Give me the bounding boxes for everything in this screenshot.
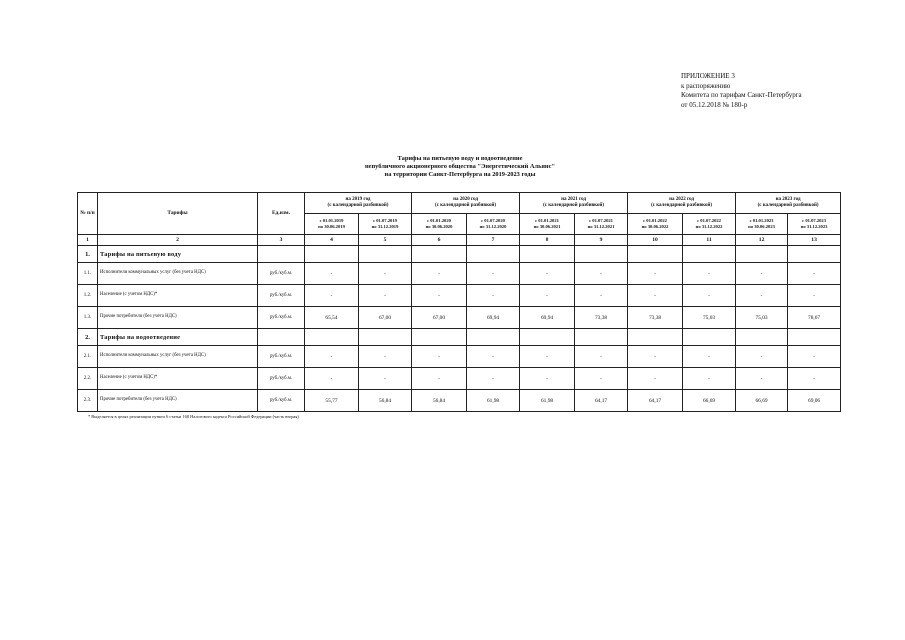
header-no: № п/п: [78, 193, 98, 235]
tariff-value: 73,38: [628, 307, 683, 329]
title-line-1: Тарифы на питьевую воду и водоотведение: [397, 155, 523, 162]
row-consumer-name: Исполнители коммунальных услуг (без учета НДС): [98, 263, 258, 285]
tariff-value: -: [575, 346, 628, 368]
tariff-value: -: [788, 368, 841, 390]
appendix-line-committee: Комитета по тарифам Санкт-Петербурга: [681, 91, 802, 100]
empty-cell: [258, 246, 305, 263]
empty-cell: [305, 329, 359, 346]
tariff-value: -: [359, 346, 412, 368]
tariff-value: -: [520, 263, 575, 285]
tariff-value: -: [305, 368, 359, 390]
tariff-value: 56,84: [359, 390, 412, 412]
tariff-value: -: [628, 263, 683, 285]
header-unit: Ед.изм.: [258, 193, 305, 235]
tariff-value: -: [575, 263, 628, 285]
tariff-value: -: [467, 263, 520, 285]
empty-cell: [736, 329, 788, 346]
header-year-2019: на 2019 год (с календарной разбивкой): [305, 193, 412, 214]
tariff-value: -: [412, 368, 467, 390]
row-number: 2.2.: [78, 368, 98, 390]
row-unit: руб./куб.м.: [258, 285, 305, 307]
appendix-line-order: к распоряжению: [681, 81, 731, 90]
tariff-value: -: [628, 346, 683, 368]
tariff-value: 67,00: [412, 307, 467, 329]
column-number: 10: [628, 235, 683, 246]
section-number: 1.: [78, 246, 98, 263]
column-number: 9: [575, 235, 628, 246]
period-header: с 01.07.2022 по 31.12.2022: [683, 214, 736, 235]
tariff-value: -: [788, 263, 841, 285]
tariff-value: 66,69: [683, 390, 736, 412]
header-tariff: Тарифы: [98, 193, 258, 235]
tariff-value: 69,94: [520, 307, 575, 329]
section-row: [78, 246, 841, 263]
table-row: [78, 368, 841, 390]
tariff-value: 69,06: [788, 390, 841, 412]
tariff-value: -: [412, 285, 467, 307]
empty-cell: [683, 329, 736, 346]
tariff-value: -: [412, 263, 467, 285]
tariff-value: -: [788, 346, 841, 368]
title-line-2: непубличного акционерного общества "Энергетический Альянс": [364, 163, 555, 170]
row-consumer-name: Население (с учетом НДС)*: [98, 285, 258, 307]
column-number: 11: [683, 235, 736, 246]
column-number: 1: [78, 235, 98, 246]
column-number: 12: [736, 235, 788, 246]
tariff-value: -: [683, 263, 736, 285]
row-consumer-name: Исполнители коммунальных услуг (без учета НДС): [98, 346, 258, 368]
column-number: 4: [305, 235, 359, 246]
tariff-value: -: [520, 368, 575, 390]
empty-cell: [412, 329, 467, 346]
period-header: с 01.07.2019 по 31.12.2019: [359, 214, 412, 235]
tariff-value: -: [736, 285, 788, 307]
appendix-header: [681, 72, 802, 110]
tariff-value: 64,17: [628, 390, 683, 412]
column-number: 6: [412, 235, 467, 246]
period-header: с 01.01.2023 по 30.06.2023: [736, 214, 788, 235]
column-number: 7: [467, 235, 520, 246]
tariff-value: -: [359, 368, 412, 390]
tariff-value: -: [520, 346, 575, 368]
column-number: 5: [359, 235, 412, 246]
row-number: 2.1.: [78, 346, 98, 368]
tariff-value: 67,00: [359, 307, 412, 329]
tariff-value: -: [305, 263, 359, 285]
row-consumer-name: Население (с учетом НДС)*: [98, 368, 258, 390]
section-title: Тарифы на питьевую воду: [98, 246, 258, 263]
row-unit: руб./куб.м.: [258, 346, 305, 368]
empty-cell: [359, 246, 412, 263]
tariff-value: -: [520, 285, 575, 307]
empty-cell: [258, 329, 305, 346]
table-row: [78, 285, 841, 307]
period-header: с 01.07.2023 по 31.12.2023: [788, 214, 841, 235]
tariff-value: -: [305, 285, 359, 307]
tariff-value: 64,17: [575, 390, 628, 412]
appendix-label: ПРИЛОЖЕНИЕ 3: [681, 72, 735, 80]
tariff-value: -: [575, 368, 628, 390]
tariff-value: -: [628, 368, 683, 390]
empty-cell: [467, 246, 520, 263]
tariff-value: -: [736, 346, 788, 368]
tariff-value: -: [575, 285, 628, 307]
header-year-2020: на 2020 год (с календарной разбивкой): [412, 193, 520, 214]
row-unit: руб./куб.м.: [258, 390, 305, 412]
title-line-3: на территории Санкт-Петербурга на 2019-2023 годы: [384, 171, 536, 178]
table-row: [78, 263, 841, 285]
tariff-value: 61,98: [520, 390, 575, 412]
tariff-value: -: [628, 285, 683, 307]
table-row: [78, 346, 841, 368]
tariff-value: 61,98: [467, 390, 520, 412]
column-number: 8: [520, 235, 575, 246]
period-header: с 01.01.2021 по 30.06.2021: [520, 214, 575, 235]
row-unit: руб./куб.м.: [258, 307, 305, 329]
row-number: 2.3.: [78, 390, 98, 412]
tariff-value: 56,84: [412, 390, 467, 412]
empty-cell: [683, 246, 736, 263]
tariff-value: -: [736, 263, 788, 285]
tariff-value: -: [359, 285, 412, 307]
tariff-value: -: [683, 346, 736, 368]
empty-cell: [736, 246, 788, 263]
tariff-value: 73,38: [575, 307, 628, 329]
tariff-value: 75,03: [683, 307, 736, 329]
period-header: с 01.01.2022 по 30.06.2022: [628, 214, 683, 235]
appendix-line-date: от 05.12.2018 № 180-р: [681, 100, 748, 109]
table-row: [78, 390, 841, 412]
row-unit: руб./куб.м.: [258, 263, 305, 285]
empty-cell: [788, 329, 841, 346]
empty-cell: [467, 329, 520, 346]
row-unit: руб./куб.м.: [258, 368, 305, 390]
empty-cell: [628, 246, 683, 263]
tariff-table: [77, 192, 841, 412]
tariff-value: -: [683, 368, 736, 390]
period-header: с 01.01.2020 по 30.06.2020: [412, 214, 467, 235]
tariff-value: 66,69: [736, 390, 788, 412]
empty-cell: [359, 329, 412, 346]
tariff-value: -: [412, 346, 467, 368]
tariff-value: -: [467, 285, 520, 307]
tariff-value: -: [683, 285, 736, 307]
header-year-2022: на 2022 год (с календарной разбивкой): [628, 193, 736, 214]
tariff-value: -: [305, 346, 359, 368]
row-consumer-name: Прочие потребители (без учета НДС): [98, 307, 258, 329]
tariff-value: -: [788, 285, 841, 307]
table-row: [78, 307, 841, 329]
tariff-value: 69,94: [467, 307, 520, 329]
row-consumer-name: Прочие потребители (без учета НДС): [98, 390, 258, 412]
empty-cell: [305, 246, 359, 263]
row-number: 1.2.: [78, 285, 98, 307]
header-year-2023: на 2023 год (с календарной разбивкой): [736, 193, 841, 214]
empty-cell: [520, 246, 575, 263]
section-number: 2.: [78, 329, 98, 346]
section-row: [78, 329, 841, 346]
section-title: Тарифы на водоотведение: [98, 329, 258, 346]
tariff-value: 78,67: [788, 307, 841, 329]
header-year-2021: на 2021 год (с календарной разбивкой): [520, 193, 628, 214]
row-number: 1.3.: [78, 307, 98, 329]
document-title: [300, 155, 620, 179]
tariff-value: -: [736, 368, 788, 390]
period-header: с 01.07.2020 по 31.12.2020: [467, 214, 520, 235]
tariff-value: 75,03: [736, 307, 788, 329]
empty-cell: [575, 329, 628, 346]
empty-cell: [575, 246, 628, 263]
column-number: 3: [258, 235, 305, 246]
column-number: 13: [788, 235, 841, 246]
empty-cell: [788, 246, 841, 263]
header-row-years: [78, 193, 841, 214]
empty-cell: [520, 329, 575, 346]
empty-cell: [412, 246, 467, 263]
tariff-value: -: [467, 346, 520, 368]
tariff-value: 65,54: [305, 307, 359, 329]
period-header: с 01.01.2019 по 30.06.2019: [305, 214, 359, 235]
footnote: * Выделяется в целях реализации пункта 6 статьи 168 Налогового кодекса Российской Федерации (часть вторая): [88, 414, 299, 419]
empty-cell: [628, 329, 683, 346]
tariff-value: 55,77: [305, 390, 359, 412]
period-header: с 01.07.2021 по 31.12.2021: [575, 214, 628, 235]
column-number: 2: [98, 235, 258, 246]
row-number: 1.1.: [78, 263, 98, 285]
column-number-row: [78, 235, 841, 246]
tariff-value: -: [359, 263, 412, 285]
tariff-value: -: [467, 368, 520, 390]
